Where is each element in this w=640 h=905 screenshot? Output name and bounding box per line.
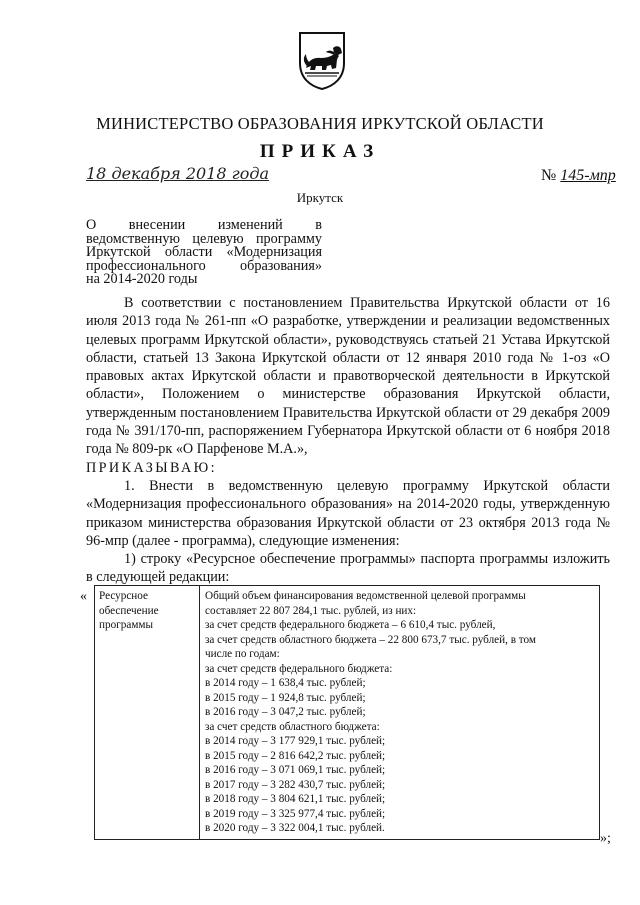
table-line: в 2019 году – 3 325 977,4 тыс. рублей;	[205, 807, 386, 820]
document-type-title: ПРИКАЗ	[259, 141, 381, 162]
subject-line: Иркутской области «Модернизация	[86, 244, 322, 261]
table-line: в 2015 году – 1 924,8 тыс. рублей;	[205, 691, 366, 704]
closing-quote: »;	[600, 831, 611, 846]
resource-label-cell: Ресурсное обеспечение программы	[95, 586, 200, 840]
table-line: Общий объем финансирования ведомственной целевой программы	[205, 590, 526, 602]
table-line: в 2020 году – 3 322 004,1 тыс. рублей.	[205, 822, 385, 834]
subject-line: профессионального образования»	[86, 257, 322, 274]
resource-table	[94, 585, 600, 840]
table-line: за счет средств федерального бюджета:	[205, 662, 393, 675]
table-line: в 2017 году – 3 282 430,7 тыс. рублей;	[205, 778, 386, 791]
city-name: Иркутск	[296, 190, 344, 205]
table-line: в 2014 году – 1 638,4 тыс. рублей;	[205, 677, 366, 689]
table-row	[95, 586, 600, 840]
ministry-title: МИНИСТЕРСТВО ОБРАЗОВАНИЯ ИРКУТСКОЙ ОБЛАСТИ	[96, 114, 544, 133]
item-1-paragraph: 1. Внести в ведомственную целевую программу Иркутской области «Модернизация профессионального образования» на 2014-2020 годы, утвержденную приказом министерства образования Иркутской области от 23 октября 2013 года № 96-мпр (далее - программа), следующие изменения:	[86, 477, 610, 549]
subject-line: на 2014-2020 годы	[86, 271, 198, 288]
table-line: в 2016 году – 3 047,2 тыс. рублей;	[205, 706, 366, 718]
table-line: за счет средств областного бюджета – 22 800 673,7 тыс. рублей, в том	[205, 633, 537, 646]
table-line: в 2016 году – 3 071 069,1 тыс. рублей;	[205, 764, 386, 776]
table-line: в 2015 году – 2 816 642,2 тыс. рублей;	[205, 749, 386, 762]
table-line: числе по годам:	[205, 648, 280, 660]
handwritten-date: 18 декабря 2018 года	[86, 164, 270, 183]
order-body	[86, 294, 610, 587]
table-line: составляет 22 807 284,1 тыс. рублей, из них:	[205, 604, 417, 617]
order-word: ПРИКАЗЫВАЮ:	[86, 459, 217, 476]
table-line: в 2014 году – 3 177 929,1 тыс. рублей;	[205, 735, 386, 747]
number-sign: №	[541, 167, 557, 184]
preamble-paragraph: В соответствии с постановлением Правительства Иркутской области от 16 июля 2013 года № 261-пп «О разработке, утверждении и реализации ведомственных целевых программ Иркутской области», руководствуясь статьей 21 Устава Иркутской области, статьей 13 Закона Иркутской области от 12 января 2010 года № 1-оз «О правовых актах Иркутской области и правотворческой деятельности в Иркутской области», Положением о министерстве образования Иркутской области, утвержденным постановлением Правительства Иркутской области от 29 декабря 2009 года № 391/170-пп, распоряжением Губернатора Иркутской области от 6 ноября 2018 года № 809-рк «О Парфенове М.А.»,	[86, 295, 610, 458]
subject-line: О внесении изменений в	[86, 217, 322, 233]
opening-quote: «	[80, 589, 87, 604]
resource-value-cell	[200, 586, 600, 840]
order-subject	[86, 219, 322, 287]
handwritten-number: 145-мпр	[560, 167, 616, 184]
table-line: за счет средств областного бюджета:	[205, 720, 380, 733]
item-1-1-paragraph: 1) строку «Ресурсное обеспечение программы» паспорта программы изложить в следующей редакции:	[86, 551, 610, 586]
order-number	[541, 167, 616, 185]
coat-of-arms-emblem	[297, 31, 347, 91]
table-line: в 2018 году – 3 804 621,1 тыс. рублей;	[205, 793, 386, 805]
table-line: за счет средств федерального бюджета – 6 610,4 тыс. рублей,	[205, 619, 496, 631]
subject-line: ведомственную целевую программу	[86, 230, 322, 247]
